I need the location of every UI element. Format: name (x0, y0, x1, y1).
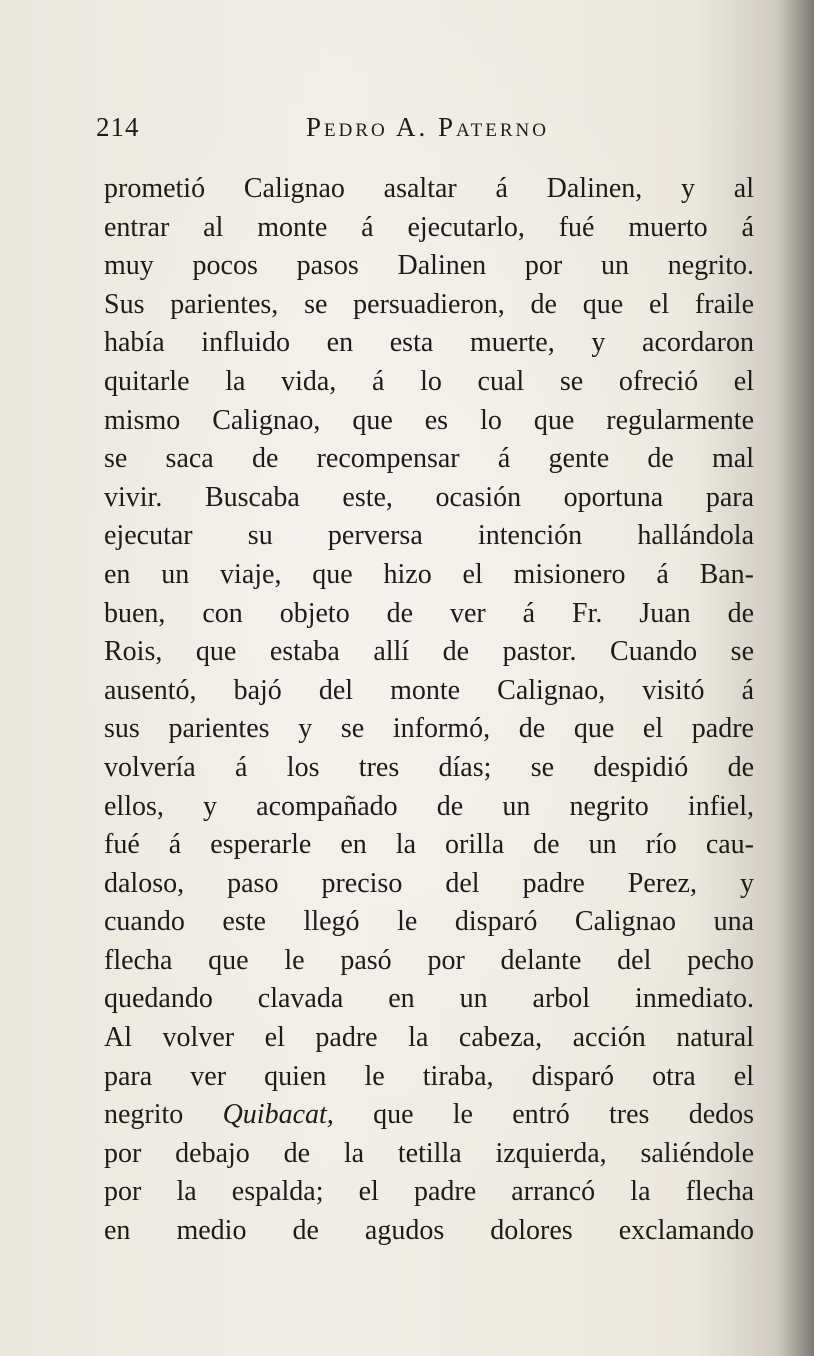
text-line: daloso, paso preciso del padre Perez, y (104, 867, 754, 899)
text-line: quedando clavada en un arbol inmediato. (104, 983, 754, 1015)
text-line: por la espalda; el padre arrancó la flecha (104, 1176, 754, 1208)
text-line: ejecutar su perversa intención hallándola (104, 520, 754, 552)
text-line: muy pocos pasos Dalinen por un negrito. (104, 250, 754, 282)
text-line: entrar al monte á ejecutarlo, fué muerto á (104, 211, 754, 243)
text-line: se saca de recompensar á gente de mal (104, 443, 754, 475)
text-line: mismo Calignao, que es lo que regularmente (104, 404, 754, 436)
text-line: para ver quien le tiraba, disparó otra el (104, 1060, 754, 1092)
text-line: Al volver el padre la cabeza, acción natural (104, 1022, 754, 1054)
body-text (104, 170, 754, 1251)
text-line: ausentó, bajó del monte Calignao, visitó á (104, 674, 754, 706)
text-line: volvería á los tres días; se despidió de (104, 751, 754, 783)
text-line: quitarle la vida, á lo cual se ofreció el (104, 365, 754, 397)
text-line: ellos, y acompañado de un negrito infiel, (104, 790, 754, 822)
page-fold-shadow (774, 0, 814, 1356)
text-line: buen, con objeto de ver á Fr. Juan de (104, 597, 754, 629)
text-line: cuando este llegó le disparó Calignao una (104, 906, 754, 938)
italic-name: Quibacat, (222, 1099, 334, 1131)
text-line: prometió Calignao asaltar á Dalinen, y al (104, 173, 754, 204)
text-line: Rois, que estaba allí de pastor. Cuando se (104, 636, 754, 668)
running-head: Pedro A. Paterno (306, 112, 549, 142)
text-line: por debajo de la tetilla izquierda, saliéndole (104, 1137, 754, 1169)
text-line: flecha que le pasó por delante del pecho (104, 944, 754, 976)
text-line: vivir. Buscaba este, ocasión oportuna para (104, 481, 754, 513)
text-line: en un viaje, que hizo el misionero á Ban- (104, 558, 754, 590)
text-line: sus parientes y se informó, de que el padre (104, 713, 754, 745)
page-number: 214 (96, 112, 140, 142)
text-line: Sus parientes, se persuadieron, de que el fraile (104, 288, 754, 320)
page-header (96, 112, 736, 152)
text-line: en medio de agudos dolores exclamando (104, 1215, 754, 1247)
text-line-mixed (104, 1096, 754, 1135)
text-segment: negrito (104, 1099, 184, 1131)
text-segment: que le entró tres dedos (373, 1099, 754, 1131)
text-line: fué á esperarle en la orilla de un río cau- (104, 829, 754, 861)
text-line: había influido en esta muerte, y acordaron (104, 327, 754, 359)
